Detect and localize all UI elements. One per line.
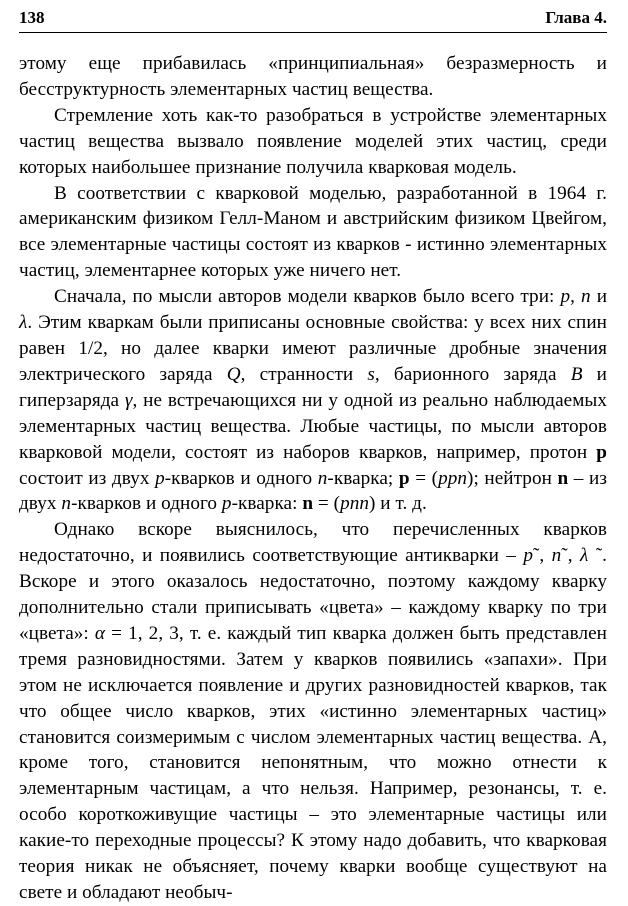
body-text [19, 51, 607, 906]
text-run: В соответствии с кварковой моделью, разработанной в 1964 г. американским физиком Гелл-Маном и австрийским физиком Цвейгом, все элементарные частицы состоят из кварков - истинно элементарных частиц, элементарнее которых уже ничего нет. [19, 182, 607, 282]
text-run: -кварков и одного [71, 493, 222, 515]
paragraph [19, 284, 607, 517]
text-run: ˜, [532, 545, 552, 567]
text-run: ) и т. д. [369, 493, 427, 515]
italic-symbol: ppn [438, 467, 468, 489]
text-run: ); нейтрон [467, 467, 558, 489]
italic-symbol: p [155, 467, 165, 489]
text-run: Однако вскоре выяснилось, что перечисленных кварков недостаточно, и появились соответствующие антикварки – [19, 519, 607, 567]
italic-symbol: p [523, 545, 533, 567]
text-run: = 1, 2, 3, т. е. каждый тип кварка должен быть представлен тремя разновидностями. Затем у кварков появились «запахи». При этом не исключается появление и других разновидностей кварков, так что общее число кварков, этих «истинно элементарных частиц» становится соизмеримым с числом элементарных частиц вещества. А, кроме того, становится непонятным, что можно отнести к элементарным частицам, а что нельзя. Например, резонансы, т. е. особо короткоживущие частицы – это элементарные частицы или какие-то переходные процессы? К этому надо добавить, что кварковая теория никак не объясняет, почему кварки вообще существуют на свете и обладают необыч- [19, 622, 607, 903]
italic-symbol: γ [124, 389, 133, 411]
text-run: -кварков и одного [164, 467, 318, 489]
italic-symbol: n [61, 493, 72, 515]
text-run: , барионного заряда [374, 363, 571, 385]
italic-symbol: λ [579, 545, 589, 567]
running-header [19, 6, 607, 33]
text-run: ˜, [561, 545, 580, 567]
text-run: = ( [409, 467, 439, 489]
italic-symbol: λ [19, 312, 28, 334]
bold-symbol: p [596, 441, 607, 463]
paragraph [19, 51, 607, 103]
page-number: 138 [19, 8, 45, 27]
text-run: -кварка: [231, 493, 303, 515]
italic-symbol: B [570, 363, 583, 385]
paragraph [19, 103, 607, 181]
book-page [19, 6, 607, 906]
text-run: = ( [313, 493, 341, 515]
bold-symbol: n [302, 493, 314, 515]
text-run: , не встречающихся ни у одной из реально наблюдаемых элементарных частиц вещества. Любые частицы, по мысли авторов кварковой модели, состоят из наборов кварков, например, протон [19, 389, 607, 463]
paragraph [19, 181, 607, 285]
text-run: -кварка; [327, 467, 399, 489]
italic-symbol: n [581, 286, 591, 308]
text-run: состоит из двух [19, 467, 156, 489]
italic-symbol: s [367, 363, 375, 385]
text-run: Стремление хоть как-то разобраться в устройстве элементарных частиц вещества вызвало появление моделей этих частиц, среди которых наибольшее признание получила кварковая модель. [19, 104, 607, 178]
bold-symbol: n [557, 467, 569, 489]
text-run: , странности [240, 363, 368, 385]
italic-symbol: n [551, 545, 562, 567]
text-run: и гиперзаряда [19, 363, 607, 411]
text-run: , [570, 286, 581, 308]
chapter-title: Глава 4. [545, 8, 607, 27]
italic-symbol: p [221, 493, 232, 515]
text-run: – из двух [19, 467, 607, 515]
paragraph [19, 517, 607, 906]
italic-symbol: n [317, 467, 328, 489]
bold-symbol: p [398, 467, 410, 489]
text-run: ˜. Вскоре и этого оказалось недостаточно, поэтому каждому кварку дополнительно стали приписывать «цвета» – каждому кварку по три «цвета»: [19, 545, 607, 644]
italic-symbol: p [560, 286, 571, 308]
italic-symbol: pnn [340, 493, 370, 515]
text-run: . Этим кваркам были приписаны основные свойства: у всех них спин равен 1/2, но далее кварки имеют различные дробные значения электрического заряда [19, 312, 607, 385]
text-run: и [590, 286, 608, 308]
text-run: этому еще прибавилась «принципиальная» безразмерность и бесструктурность элементарных частиц вещества. [19, 53, 607, 100]
italic-symbol: Q [226, 363, 241, 385]
text-run: Сначала, по мысли авторов модели кварков было всего три: [54, 286, 561, 308]
italic-symbol: α [94, 622, 106, 644]
